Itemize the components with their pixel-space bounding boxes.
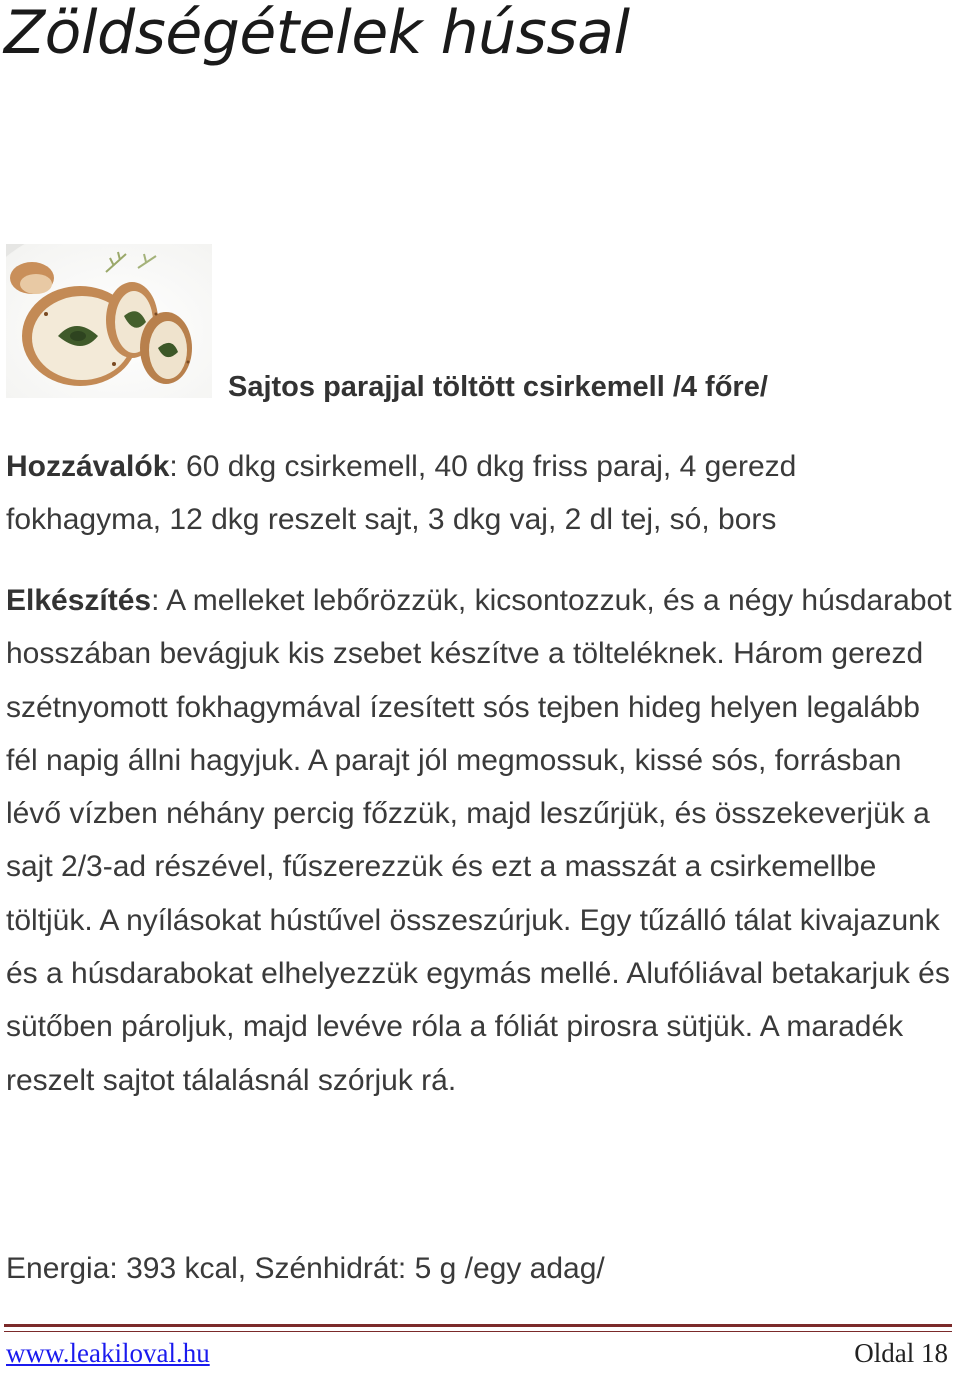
preparation-label: Elkészítés <box>6 584 152 617</box>
stuffed-chicken-photo <box>6 244 212 398</box>
ingredients-text: : 60 dkg csirkemell, 40 dkg friss paraj, 4 gerezd fokhagyma, 12 dkg reszelt sajt, 3 dkg vaj, 2 dl tej, só, bors <box>6 450 797 537</box>
page-title: Zöldségételek hússal <box>4 0 630 68</box>
nutrition-info: Energia: 393 kcal, Szénhidrát: 5 g /egy adag/ <box>6 1252 605 1285</box>
website-link[interactable]: www.leakiloval.hu <box>6 1338 210 1368</box>
ingredients-label: Hozzávalók <box>6 450 170 483</box>
preparation-text: : A melleket lebőrözzük, kicsontozzuk, és a négy húsdarabot hosszában bevágjuk kis zsebet készítve a tölteléknek. Három gerezd szétnyomott fokhagymával ízesített sós tejben hideg helyen legalább fél napig állni hagyjuk. A parajt jól megmossuk, kissé sós, forrásban lévő vízben néhány percig főzzük, majd leszűrjük, és összekeverjük a sajt 2/3-ad részével, fűszerezzük és ezt a masszát a csirkemellbe töltjük. A nyílásokat hústűvel összeszúrjuk. Egy tűzálló tálat kivajazunk és a húsdarabokat elhelyezzük egymás mellé. Alufóliával betakarjuk és sütőben pároljuk, majd levéve róla a fóliát pirosra sütjük. A maradék reszelt sajtot tálalásnál szórjuk rá. <box>6 584 952 1097</box>
page-number: Oldal 18 <box>854 1338 948 1368</box>
preparation-paragraph <box>6 574 952 1107</box>
ingredients-paragraph <box>6 440 952 547</box>
recipe-title: Sajtos parajjal töltött csirkemell /4 főre/ <box>228 371 768 403</box>
footer-divider <box>4 1324 952 1332</box>
